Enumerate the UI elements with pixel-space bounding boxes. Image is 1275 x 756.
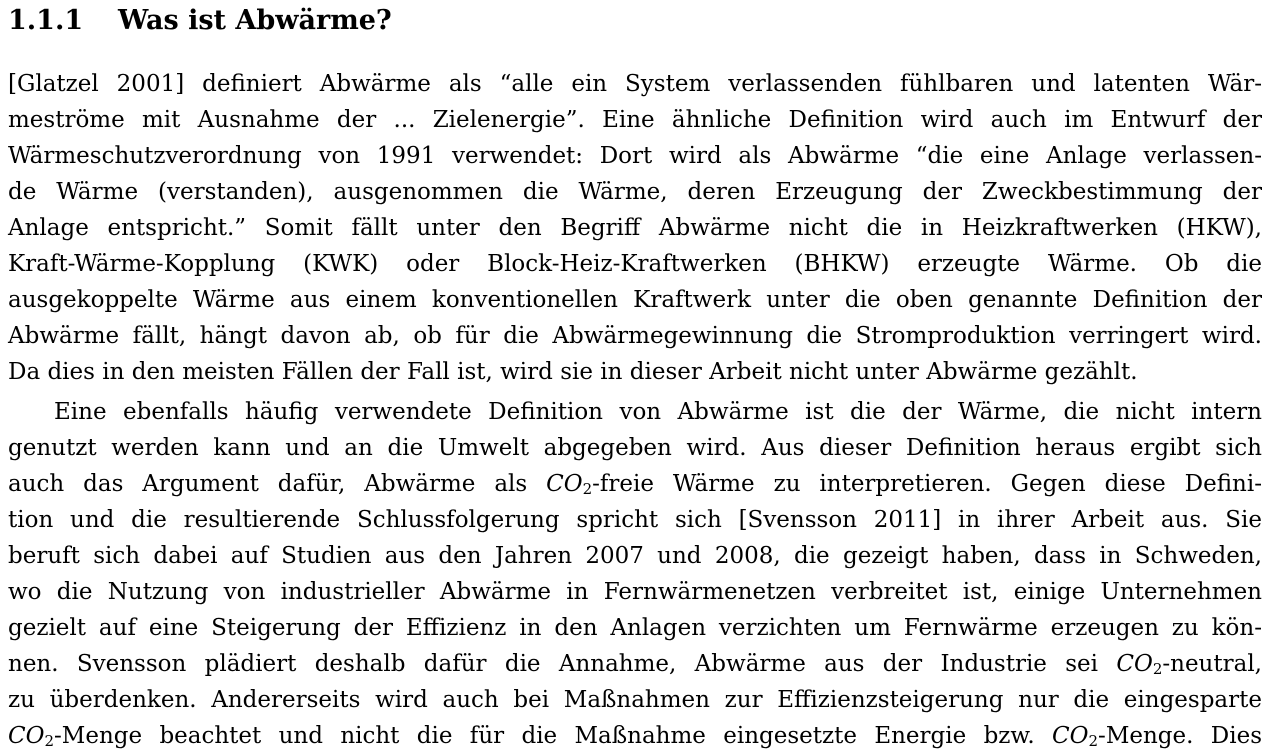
co2-formula [1116,651,1162,677]
text-segment: -Menge beachtet und nicht die für die Maßnahme eingesetzte Energie bzw. [54,723,1053,749]
text-line: wo die Nutzung von industrieller Abwärme in Fernwärmenetzen verbreitet ist, einige Unternehmen [8,579,1262,605]
text-line [8,718,1262,754]
text-line: Da dies in den meisten Fällen der Fall ist, wird sie in dieser Arbeit nicht unter Abwärme gezählt. [8,359,1138,385]
co2-formula [546,471,592,497]
co2-subscript: 2 [1152,660,1163,678]
text-line: Eine ebenfalls häufig verwendete Definition von Abwärme ist die der Wärme, die nicht intern [54,399,1262,425]
text-line: Abwärme fällt, hängt davon ab, ob für die Abwärmegewinnung die Stromproduktion verringert wird. [8,323,1262,349]
co2-base: CO [8,723,45,749]
co2-subscript: 2 [1088,732,1099,750]
co2-subscript: 2 [44,732,55,750]
text-line: meströme mit Ausnahme der ... Zielenergie”. Eine ähnliche Definition wird auch im Entwurf der [8,107,1262,133]
text-line: de Wärme (verstanden), ausgenommen die Wärme, deren Erzeugung der Zweckbestimmung der [8,179,1262,205]
co2-subscript: 2 [582,480,593,498]
text-line: ausgekoppelte Wärme aus einem konventionellen Kraftwerk unter die oben genannte Definition der [8,287,1262,313]
text-line [8,466,1262,502]
co2-formula [8,723,54,749]
text-segment: -freie Wärme zu interpretieren. Gegen diese Defini- [592,471,1262,497]
text-line: Kraft-Wärme-Kopplung (KWK) oder Block-Heiz-Kraftwerken (BHKW) erzeugte Wärme. Ob die [8,251,1262,277]
section-number: 1.1.1 [8,5,84,36]
section-title: Was ist Abwärme? [118,5,392,36]
co2-base: CO [1052,723,1089,749]
text-segment: -Menge. Dies [1098,723,1262,749]
text-line [8,646,1262,682]
co2-base: CO [1116,651,1153,677]
text-line: zu überdenken. Andererseits wird auch bei Maßnahmen zur Effizienzsteigerung nur die eingesparte [8,687,1262,713]
text-line: [Glatzel 2001] definiert Abwärme als “alle ein System verlassenden fühlbaren und latenten Wär- [8,71,1262,97]
section-heading [8,0,392,42]
co2-base: CO [546,471,583,497]
co2-formula [1052,723,1098,749]
text-segment: auch das Argument dafür, Abwärme als [8,471,547,497]
text-line: Anlage entspricht.” Somit fällt unter den Begriff Abwärme nicht die in Heizkraftwerken (HKW), [8,215,1262,241]
text-segment: -neutral, [1162,651,1262,677]
text-line: Wärmeschutzverordnung von 1991 verwendet: Dort wird als Abwärme “die eine Anlage verlassen- [8,143,1262,169]
text-segment: nen. Svensson plädiert deshalb dafür die Annahme, Abwärme aus der Industrie sei [8,651,1117,677]
text-line: genutzt werden kann und an die Umwelt abgegeben wird. Aus dieser Definition heraus ergibt sich [8,435,1262,461]
text-line: tion und die resultierende Schlussfolgerung spricht sich [Svensson 2011] in ihrer Arbeit aus. Sie [8,507,1262,533]
text-line: beruft sich dabei auf Studien aus den Jahren 2007 und 2008, die gezeigt haben, dass in Schweden, [8,543,1262,569]
text-line: gezielt auf eine Steigerung der Effizienz in den Anlagen verzichten um Fernwärme erzeugen zu kön- [8,615,1262,641]
